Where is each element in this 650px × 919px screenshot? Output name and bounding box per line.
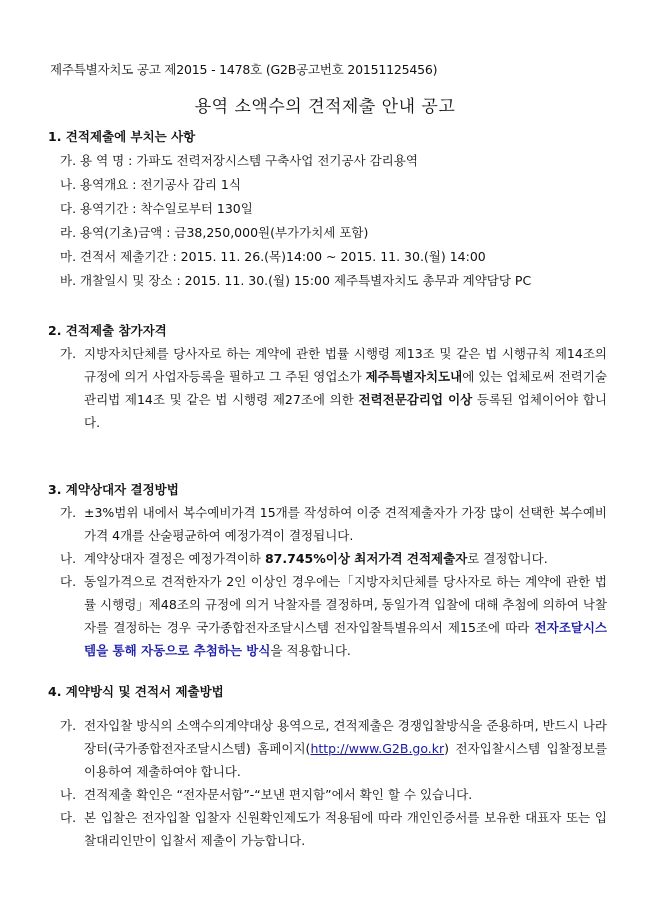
section-1-item-amount: 라. 용역(기초)금액 : 금38,250,000원(부가가치세 포함): [60, 225, 369, 240]
g2b-link[interactable]: http://www.G2B.go.kr: [310, 741, 445, 756]
text-run: 지방자치단체를 당사자로 하는 계약에 관한 법률 시행령 제13조 및 같은 법 시행규칙 제14조의 규정에 의거 사업자등록을 필하고 그 주된 영업소가: [84, 346, 607, 384]
item-text: [84, 570, 607, 662]
section-1-item-service-name: 가. 용 역 명 : 가파도 전력저장시스템 구축사업 전기공사 감리용역: [60, 153, 418, 168]
text-run: 동일가격으로 견적한자가 2인 이상인 경우에는「지방자치단체를 당사자로 하는 계약에 관한 법률 시행령」제48조의 규정에 의거 낙찰자를 결정하며, 동일가격 입찰에 대해 추첨에 의하여 낙찰자를 결정하는 경우 국가종합전자조달시스템 전자입찰특별유의서 제15조에 따라: [84, 574, 607, 635]
item-text: 견적제출 확인은 “전자문서함”-“보낸 편지함”에서 확인 할 수 있습니다.: [84, 787, 473, 802]
item-text: 본 입찰은 전자입찰 입찰자 신원확인제도가 적용됨에 따라 개인인증서를 보유한 대표자 또는 입찰대리인만이 입찰서 제출이 가능합니다.: [84, 810, 607, 848]
section-2-heading: 2. 견적제출 참가자격: [48, 323, 167, 338]
section-3-item-a: [60, 501, 607, 547]
item-marker: 나.: [60, 551, 77, 566]
text-run: 등록된 업체이어야 합니다.: [84, 392, 608, 430]
section-4-item-a: [60, 714, 607, 783]
item-text: [84, 547, 607, 570]
section-3-item-c: [60, 570, 607, 662]
section-4-heading: 4. 계약방식 및 견적서 제출방법: [48, 684, 224, 699]
section-2-item-a: [60, 342, 607, 434]
section-4-item-b: [60, 783, 607, 806]
item-text: ±3%범위 내에서 복수예비가격 15개를 작성하여 이중 견적제출자가 가장 많이 선택한 복수예비가격 4개를 산술평균하여 예정가격이 결정됩니다.: [84, 505, 607, 543]
section-4-item-c: [60, 806, 607, 852]
notice-number: 제주특별자치도 공고 제2015 - 1478호 (G2B공고번호 20151125456): [50, 62, 438, 77]
text-run: 계약상대자 결정은 예정가격이하: [84, 551, 265, 566]
section-1-heading: 1. 견적제출에 부치는 사항: [48, 129, 196, 144]
blue-bold-run: 전자조달시스템을 통해 자동으로 추첨하는 방식: [84, 620, 607, 658]
section-1-item-opening: 바. 개찰일시 및 장소 : 2015. 11. 30.(월) 15:00 제주특별자치도 총무과 계약담당 PC: [60, 273, 532, 288]
text-run: 전자입찰 방식의 소액수의계약대상 용역으로, 견적제출은 경쟁입찰방식을 준용하며, 반드시 나라장터(국가종합전자조달시스템) 홈페이지(: [84, 718, 607, 756]
bold-run: 전력전문감리업 이상: [358, 392, 473, 407]
item-marker: 나.: [60, 787, 77, 802]
bold-run: 87.745%이상 최저가격 견적제출자: [264, 551, 468, 566]
section-3-heading: 3. 계약상대자 결정방법: [48, 482, 179, 497]
section-1-item-period: 다. 용역기간 : 착수일로부터 130일: [60, 201, 253, 216]
document-title: 용역 소액수의 견적제출 안내 공고: [194, 97, 456, 117]
item-text: [84, 714, 607, 783]
section-3-item-b: [60, 547, 607, 570]
text-run: ) 전자입찰시스템 입찰정보를 이용하여 제출하여야 합니다.: [84, 741, 607, 779]
item-marker: 다.: [60, 810, 77, 825]
item-marker: 가.: [60, 346, 77, 361]
text-run: 로 결정합니다.: [467, 551, 548, 566]
section-1-item-submission-period: 마. 견적서 제출기간 : 2015. 11. 26.(목)14:00 ~ 2015. 11. 30.(월) 14:00: [60, 249, 486, 264]
item-marker: 다.: [60, 574, 77, 589]
section-1-item-overview: 나. 용역개요 : 전기공사 감리 1식: [60, 177, 241, 192]
item-marker: 가.: [60, 718, 77, 733]
item-marker: 가.: [60, 505, 77, 520]
text-run: 에 있는 업체로써 전력기술관리법 제14조 및 같은 법 시행령 제27조에 의한: [84, 369, 608, 407]
bold-run: 제주특별자치도내: [365, 369, 463, 384]
item-text: [84, 342, 607, 434]
text-run: 을 적용합니다.: [270, 643, 351, 658]
